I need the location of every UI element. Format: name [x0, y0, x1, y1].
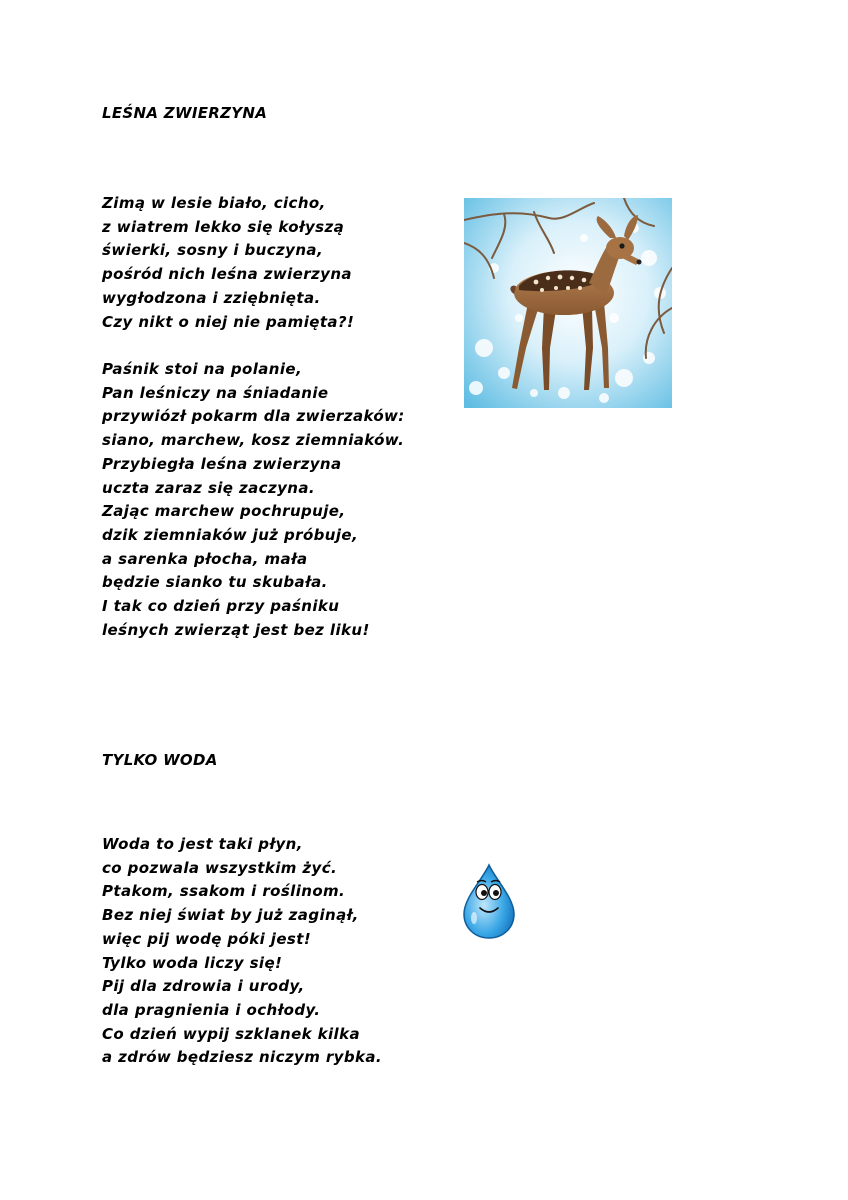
- poem-line: a zdrów będziesz niczym rybka.: [102, 1048, 382, 1067]
- poem-line: a sarenka płocha, mała: [102, 549, 308, 568]
- poem-line: Przybiegła leśna zwierzyna: [102, 454, 342, 473]
- poem-line: siano, marchew, kosz ziemniaków.: [102, 431, 405, 450]
- poem-line: Ptakom, ssakom i roślinom.: [102, 882, 346, 901]
- poem-line: I tak co dzień przy paśniku: [102, 597, 340, 616]
- poem-title: TYLKO WODA: [102, 751, 218, 769]
- poem-stanza: [102, 192, 354, 334]
- poem-line: pośród nich leśna zwierzyna: [102, 265, 352, 284]
- poem-line: Co dzień wypij szklanek kilka: [102, 1024, 361, 1043]
- poem-line: co pozwala wszystkim żyć.: [102, 858, 338, 877]
- poem-line: więc pij wodę póki jest!: [102, 929, 312, 948]
- poem-line: Zimą w lesie biało, cicho,: [102, 194, 326, 212]
- poem-line: z wiatrem lekko się kołyszą: [102, 217, 345, 236]
- poem-line: wygłodzona i zziębnięta.: [102, 288, 321, 307]
- poem-line: dla pragnienia i ochłody.: [102, 1000, 321, 1019]
- poem-line: Pan leśniczy na śniadanie: [102, 383, 329, 402]
- poem-line: Czy nikt o niej nie pamięta?!: [102, 312, 355, 331]
- poem-line: przywiózł pokarm dla zwierzaków:: [102, 407, 405, 426]
- poem-line: będzie sianko tu skubała.: [102, 573, 328, 592]
- poem-line: Tylko woda liczy się!: [102, 953, 283, 972]
- poem-line: Paśnik stoi na polanie,: [102, 360, 303, 378]
- poem-line: Zając marchew pochrupuje,: [102, 502, 346, 521]
- smiling-water-drop-icon: [458, 862, 520, 940]
- poem-stanza: [102, 833, 382, 1070]
- poem-line: świerki, sosny i buczyna,: [102, 241, 324, 260]
- poem-line: Pij dla zdrowia i urody,: [102, 977, 305, 996]
- poem-line: Bez niej świat by już zaginął,: [102, 906, 359, 925]
- poem-stanza: [102, 358, 405, 642]
- poem-line: uczta zaraz się zaczyna.: [102, 478, 315, 497]
- poem-line: leśnych zwierząt jest bez liku!: [102, 620, 370, 639]
- fawn-in-winter-icon: [464, 198, 672, 408]
- poem-line: Woda to jest taki płyn,: [102, 835, 303, 853]
- poem-title: LEŚNA ZWIERZYNA: [102, 104, 268, 122]
- poem-line: dzik ziemniaków już próbuje,: [102, 525, 359, 544]
